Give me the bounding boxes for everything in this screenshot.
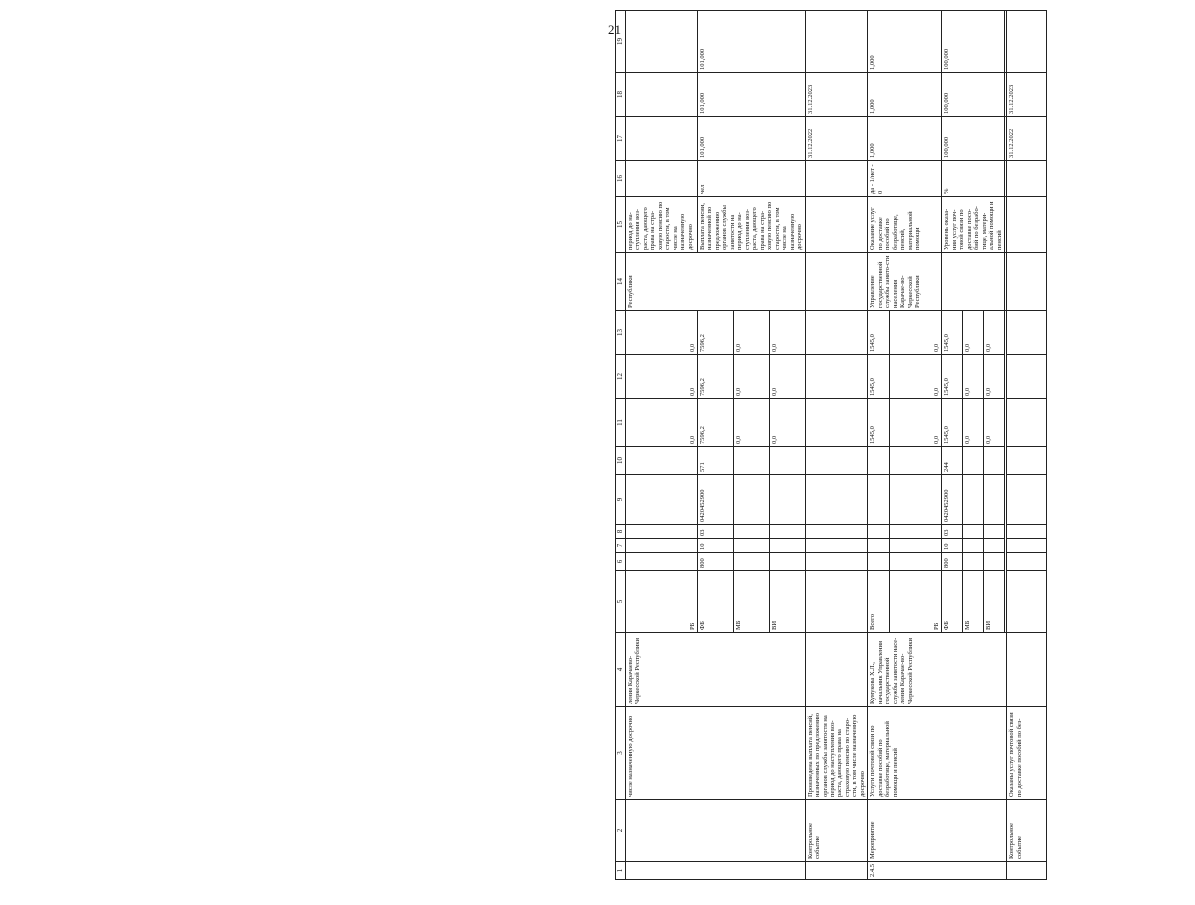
cell-value: 1545,0 — [942, 355, 963, 399]
cell-value: 7596,2 — [698, 399, 734, 447]
cell-csr: 0420452900 — [942, 475, 963, 525]
cell-empty — [626, 525, 698, 539]
cell-empty — [984, 447, 1005, 475]
cell-name: Оказаны услуг почтовой связи по доставке пособий по без- — [1007, 707, 1047, 800]
col-header: 18 — [616, 73, 626, 117]
cell-empty — [1007, 475, 1047, 525]
cell-value: 0,0 — [890, 399, 942, 447]
col-header: 6 — [616, 553, 626, 571]
cell-empty — [890, 475, 942, 525]
cell-pr: 03 — [942, 525, 963, 539]
cell-source: Всего — [868, 571, 890, 633]
cell-grbs: 800 — [698, 553, 734, 571]
cell-empty — [733, 539, 769, 553]
cell-value: 0,0 — [626, 311, 698, 355]
cell-empty — [626, 553, 698, 571]
column-number-row — [616, 11, 626, 880]
col-header: 1 — [616, 862, 626, 880]
col-header: 15 — [616, 197, 626, 253]
cell-unit: да - 1/нет - 0 — [868, 161, 942, 197]
cell-type: Контрольное событие — [1007, 800, 1047, 862]
col-header: 16 — [616, 161, 626, 197]
cell-value: 0,0 — [890, 311, 942, 355]
cell-empty — [626, 117, 698, 161]
cell-pr: 03 — [698, 525, 734, 539]
cell-name: числе назначенную досрочно — [626, 707, 806, 800]
cell-empty — [1007, 253, 1047, 311]
cell-target: 1,000 — [868, 117, 942, 161]
cell-empty — [626, 475, 698, 525]
cell-empty — [868, 475, 890, 525]
cell-value: 1545,0 — [942, 399, 963, 447]
cell-empty — [1007, 11, 1047, 73]
cell-value: 0,0 — [963, 311, 984, 355]
col-header: 7 — [616, 539, 626, 553]
col-header: 19 — [616, 11, 626, 73]
cell-value: 0,0 — [733, 311, 769, 355]
cell-value: 0,0 — [769, 399, 805, 447]
cell-empty — [984, 475, 1005, 525]
cell-source: РБ — [626, 571, 698, 633]
col-header: 17 — [616, 117, 626, 161]
col-header: 12 — [616, 355, 626, 399]
cell-date: 31.12.2023 — [805, 73, 868, 117]
col-header: 10 — [616, 447, 626, 475]
cell-empty — [626, 73, 698, 117]
cell-empty — [769, 447, 805, 475]
cell-empty — [890, 539, 942, 553]
cell-num — [1007, 862, 1047, 880]
cell-empty — [963, 525, 984, 539]
cell-empty — [805, 311, 868, 355]
cell-value: 0,0 — [963, 399, 984, 447]
cell-empty — [1007, 571, 1047, 633]
cell-executor: Управление государственной службы занято-сти населения Карачае-во-Черкесской Республики — [868, 253, 942, 311]
cell-empty — [805, 525, 868, 539]
cell-source: ФБ — [698, 571, 734, 633]
cell-value: 7596,2 — [698, 355, 734, 399]
cell-target: 100,000 — [942, 73, 1005, 117]
cell-empty — [769, 525, 805, 539]
cell-empty — [805, 197, 868, 253]
table-row — [805, 11, 868, 880]
cell-empty — [805, 447, 868, 475]
cell-empty — [805, 633, 868, 707]
cell-empty — [868, 553, 890, 571]
cell-type — [626, 800, 806, 862]
cell-target: 100,000 — [942, 117, 1005, 161]
cell-num — [626, 862, 806, 880]
cell-empty — [626, 447, 698, 475]
cell-value: 0,0 — [769, 355, 805, 399]
cell-type: Мероприятие — [868, 800, 1007, 862]
cell-indicator: Оказание услуг по доставке пособий по безработице, пенсий, материальной помощи — [868, 197, 942, 253]
cell-empty — [984, 539, 1005, 553]
cell-empty — [805, 539, 868, 553]
cell-executor: Республики — [626, 253, 806, 311]
cell-value: 0,0 — [963, 355, 984, 399]
cell-unit: чел — [698, 161, 806, 197]
cell-responsible: Кумукова Х.Л., начальник Управления государственной службы занятости насе-ления Карачае-во-Черкесской Республики — [868, 633, 1007, 707]
cell-source: ФБ — [942, 571, 963, 633]
cell-empty — [1007, 355, 1047, 399]
cell-value: 1545,0 — [868, 399, 890, 447]
cell-empty — [805, 161, 868, 197]
cell-empty — [769, 553, 805, 571]
cell-date: 31.12.2023 — [1007, 73, 1047, 117]
cell-source: МБ — [963, 571, 984, 633]
cell-vr: 244 — [942, 447, 963, 475]
col-header: 3 — [616, 707, 626, 800]
cell-empty — [769, 475, 805, 525]
cell-empty — [805, 475, 868, 525]
cell-responsible: ления Карачаево-Черкесской Республики — [626, 633, 806, 707]
cell-csr: 0420452900 — [698, 475, 734, 525]
cell-target: 100,000 — [942, 11, 1005, 73]
cell-empty — [868, 539, 890, 553]
col-header: 4 — [616, 633, 626, 707]
cell-type: Контрольное событие — [805, 800, 868, 862]
cell-empty — [890, 447, 942, 475]
cell-date: 31.12.2022 — [1007, 117, 1047, 161]
cell-unit — [626, 161, 698, 197]
cell-value: 0,0 — [626, 355, 698, 399]
cell-executor — [942, 253, 1005, 311]
cell-empty — [963, 475, 984, 525]
cell-source: РБ — [890, 571, 942, 633]
cell-name: Услуги почтовой связи по доставке пособий по безработице, материальной помощи и пенсий — [868, 707, 1007, 800]
cell-empty — [805, 553, 868, 571]
cell-empty — [1007, 161, 1047, 197]
program-table — [615, 10, 1047, 880]
cell-empty — [1007, 633, 1047, 707]
cell-value: 0,0 — [984, 311, 1005, 355]
cell-empty — [769, 539, 805, 553]
cell-value: 0,0 — [733, 355, 769, 399]
cell-empty — [626, 539, 698, 553]
cell-name: Произведена выплата пенсий, назначенных по предложению органов службы занятости на период до наступления воз-раста, дающего права на страховую пенсию по старо-сти, в том числе назначенную досрочно — [805, 707, 868, 800]
cell-empty — [963, 539, 984, 553]
cell-value: 0,0 — [890, 355, 942, 399]
cell-value: 7596,2 — [698, 311, 734, 355]
cell-value: 0,0 — [984, 355, 1005, 399]
cell-empty — [963, 553, 984, 571]
col-header: 14 — [616, 253, 626, 311]
cell-indicator: Выплата пенсии, назначенной по предложению органов службы занятости на период до на-ступления воз-раста, дающего права на стра-ховую пенсию по старости, в том числе на назначенную досрочно — [698, 197, 806, 253]
cell-rz: 10 — [698, 539, 734, 553]
cell-source: ВИ — [769, 571, 805, 633]
cell-grbs: 800 — [942, 553, 963, 571]
cell-num: 2.4.5 — [868, 862, 1007, 880]
cell-empty — [626, 11, 698, 73]
cell-empty — [868, 447, 890, 475]
cell-target: 101,000 — [698, 73, 806, 117]
table-row — [626, 11, 698, 880]
cell-value: 0,0 — [733, 399, 769, 447]
cell-empty — [1007, 447, 1047, 475]
cell-value: 1545,0 — [868, 355, 890, 399]
cell-value: 0,0 — [626, 399, 698, 447]
cell-empty — [733, 447, 769, 475]
cell-empty — [1007, 311, 1047, 355]
cell-target: 101,000 — [698, 117, 806, 161]
cell-empty — [984, 525, 1005, 539]
cell-date: 31.12.2022 — [805, 117, 868, 161]
cell-source: ВИ — [984, 571, 1005, 633]
cell-indicator: Уровень оказа-ния услуг поч-товой связи по доставке посо-бий по безрабо-тице, матери-альной помощи и пенсий — [942, 197, 1005, 253]
cell-target: 101,000 — [698, 11, 806, 73]
cell-vr: 571 — [698, 447, 734, 475]
col-header: 11 — [616, 399, 626, 447]
cell-empty — [1007, 539, 1047, 553]
cell-empty — [890, 553, 942, 571]
cell-empty — [1007, 197, 1047, 253]
col-header: 8 — [616, 525, 626, 539]
cell-empty — [984, 553, 1005, 571]
cell-empty — [733, 525, 769, 539]
cell-target: 1,000 — [868, 11, 942, 73]
cell-empty — [733, 553, 769, 571]
table-row — [1007, 11, 1047, 880]
cell-empty — [1007, 525, 1047, 539]
page-number: 21 — [608, 22, 621, 37]
col-header: 13 — [616, 311, 626, 355]
cell-unit: % — [942, 161, 1005, 197]
col-header: 2 — [616, 800, 626, 862]
cell-empty — [1007, 553, 1047, 571]
cell-empty — [733, 475, 769, 525]
cell-value: 1545,0 — [942, 311, 963, 355]
cell-empty — [805, 253, 868, 311]
cell-empty — [805, 355, 868, 399]
cell-value: 0,0 — [984, 399, 1005, 447]
col-header: 9 — [616, 475, 626, 525]
rotated-table-frame — [615, 25, 1195, 880]
cell-target: 1,000 — [868, 73, 942, 117]
cell-empty — [890, 525, 942, 539]
cell-value: 1545,0 — [868, 311, 890, 355]
cell-empty — [805, 11, 868, 73]
cell-empty — [805, 571, 868, 633]
cell-source: МБ — [733, 571, 769, 633]
cell-empty — [1007, 399, 1047, 447]
cell-indicator: период до на-ступления воз-раста, дающего права на стра-ховую пенсию по старости, в том числе на назначенную досрочно — [626, 197, 698, 253]
cell-empty — [805, 399, 868, 447]
cell-empty — [963, 447, 984, 475]
cell-rz: 10 — [942, 539, 963, 553]
cell-value: 0,0 — [769, 311, 805, 355]
col-header: 5 — [616, 571, 626, 633]
cell-empty — [868, 525, 890, 539]
table-row — [868, 11, 890, 880]
cell-num — [805, 862, 868, 880]
